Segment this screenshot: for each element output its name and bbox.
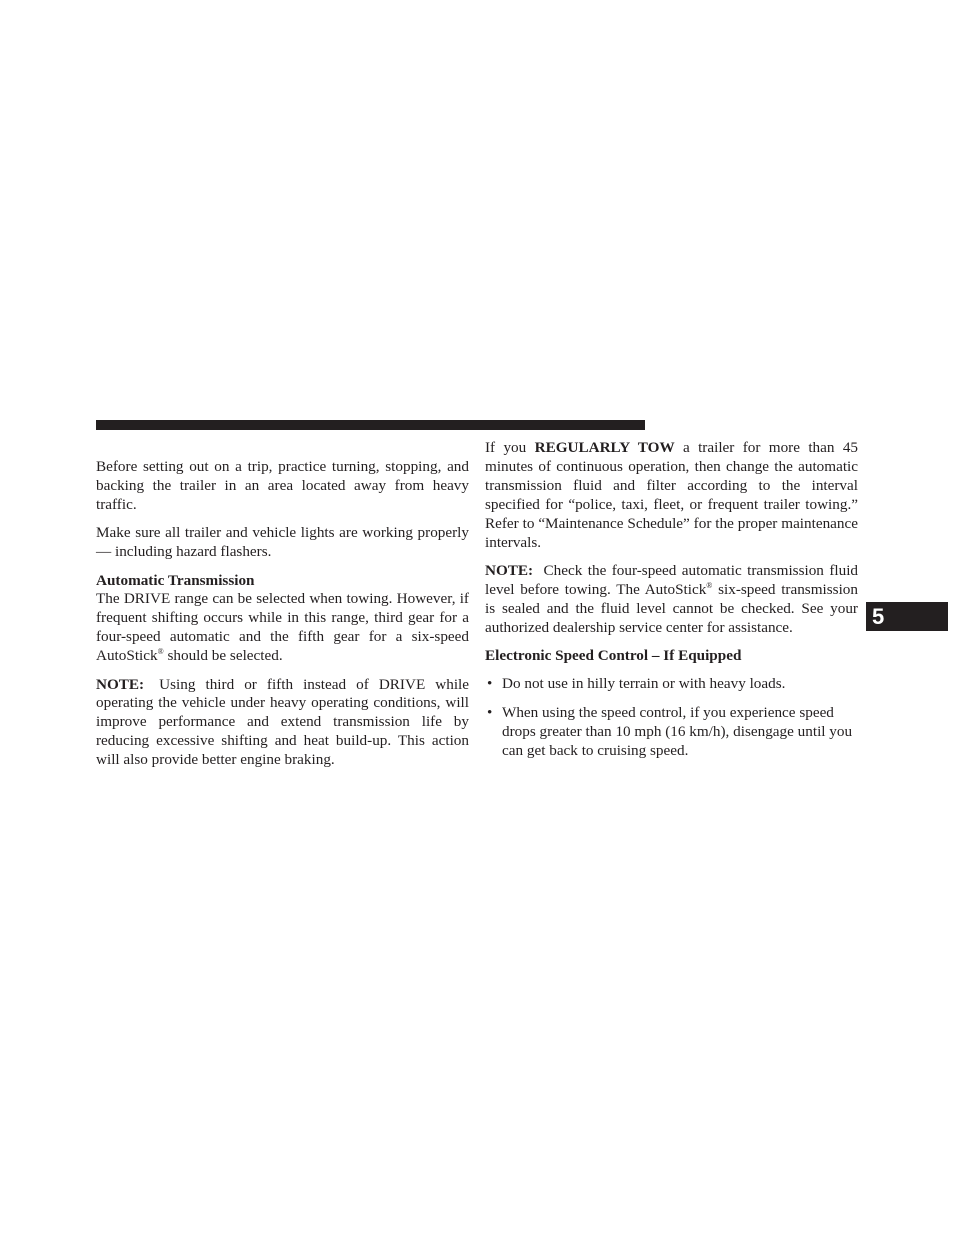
regularly-tow-emphasis: REGULARLY TOW <box>534 439 675 456</box>
regularly-tow-rest: a trailer for more than 45 minutes of continuous operation, then change the automatic transmission fluid and filter according to the interval specified for “police, taxi, fleet, or frequent trailer towing.” Refer to “Maintenance Schedule” for the proper maintenance intervals. <box>485 439 859 551</box>
note-fluid-text: Check the four-speed automatic transmission fluid level before towing. The AutoStick <box>485 561 859 598</box>
note-fluid-text-end: six-speed transmission is sealed and the fluid level cannot be checked. See your authorized dealership service center for assistance. <box>485 580 858 636</box>
section-rule <box>96 420 645 430</box>
registered-mark: ® <box>157 647 164 657</box>
left-column <box>96 458 469 780</box>
heading-automatic-transmission: Automatic Transmission <box>96 571 255 589</box>
drive-range-text-end: should be selected. <box>163 647 283 665</box>
bullet-icon: • <box>487 703 493 721</box>
list-item-text: Do not use in hilly terrain or with heavy loads. <box>502 675 786 693</box>
note-label: NOTE: <box>485 561 534 579</box>
heading-speed-control: Electronic Speed Control – If Equipped <box>485 647 742 665</box>
note-text: Using third or fifth instead of DRIVE while operating the vehicle under heavy operating conditions, will improve performance and extend transmission life by reducing excessive shifting and heat build-up. This action will also provide better engine braking. <box>96 675 469 769</box>
speed-control-list <box>485 675 858 760</box>
paragraph-drive-range <box>96 590 469 666</box>
list-item <box>485 675 858 694</box>
right-column <box>485 439 858 770</box>
list-item <box>485 704 858 761</box>
paragraph-lights: Make sure all trailer and vehicle lights are working properly — including hazard flashers. <box>96 524 469 561</box>
note-third-fifth <box>96 676 469 771</box>
note-label: NOTE: <box>96 675 145 693</box>
chapter-tab <box>866 602 948 631</box>
list-item-text: When using the speed control, if you experience speed drops greater than 10 mph (16 km/h), disengage until you can get back to cruising speed. <box>502 703 853 759</box>
note-fluid-level <box>485 562 858 638</box>
bullet-icon: • <box>487 675 493 693</box>
chapter-number: 5 <box>872 604 885 629</box>
drive-range-text: The DRIVE range can be selected when towing. However, if frequent shifting occurs while in this range, third gear for a four-speed automatic and the fifth gear for a six-speed AutoStick <box>96 590 469 665</box>
paragraph-regularly-tow <box>485 439 858 552</box>
regularly-tow-prefix: If you <box>485 439 535 456</box>
paragraph-practice: Before setting out on a trip, practice turning, stopping, and backing the trailer in an area located away from heavy traffic. <box>96 458 469 513</box>
registered-mark: ® <box>706 580 713 590</box>
